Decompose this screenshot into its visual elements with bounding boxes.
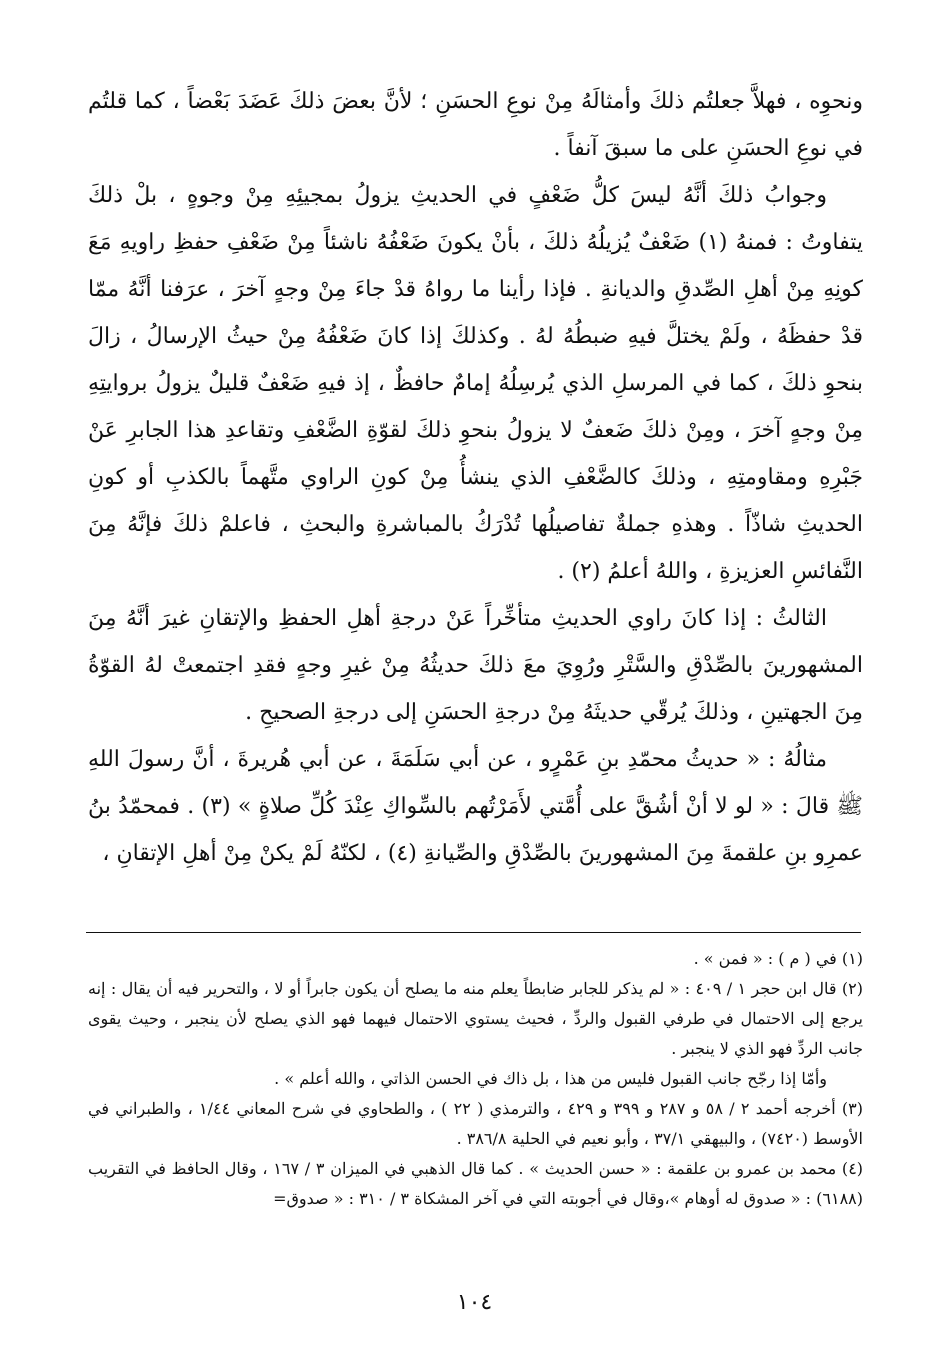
- paragraph-4: مثالُهُ : « حديثُ محمّدِ بنِ عَمْرٍو ، عن أبي سَلَمَةَ ، عن أبي هُريرةَ ، أنَّ رسولَ اللهِ ﷺ قالَ : « لو لا أنْ أشُقَّ على أُمَّتي لأَمَرْتُهم بالسِّواكِ عِنْدَ كُلِّ صلاةٍ » (٣) . فمحمّدُ بنُ عمرِو بنِ علقمةَ مِنَ المشهورينَ بالصِّدْقِ والصِّيانةِ (٤) ، لكنّهُ لَمْ يكنْ مِنْ أهلِ الإتقانِ ،: [88, 747, 864, 866]
- paragraph-2: وجوابُ ذلكَ أنَّهُ ليسَ كلُّ ضَعْفٍ في الحديثِ يزولُ بمجيئِهِ مِنْ وجوهٍ ، بلْ ذلكَ يتفاوتُ : فمنهُ (١) ضَعْفٌ يُزيلُهُ ذلكَ ، بأنْ يكونَ ضَعْفُهُ ناشئاً مِنْ ضَعْفِ حفظِ راويهِ مَعَ كونِهِ مِنْ أهلِ الصِّدقِ والديانةِ . فإذا رأينا ما رواهُ قدْ جاءَ مِنْ وجهٍ آخرَ ، عرَفنا أنَّهُ ممّا قدْ حفظَهُ ، ولَمْ يختلَّ فيهِ ضبطُهُ لهُ . وكذلكَ إذا كانَ ضَعْفُهُ مِنْ حيثُ الإرسالُ ، زالَ بنحوِ ذلكَ ، كما في المرسلِ الذي يُرسِلُهُ إمامٌ حافظٌ ، إذ فيهِ ضَعْفٌ قليلٌ يزولُ بروايتِهِ مِنْ وجهٍ آخرَ ، ومِنْ ذلكَ ضَعفٌ لا يزولُ بنحوِ ذلكَ لقوّةِ الضَّعْفِ وتقاعدِ هذا الجابرِ عَنْ جَبْرِهِ ومقاومتِهِ ، وذلكَ كالضَّعْفِ الذي ينشأُ مِنْ كونِ الراوي متَّهماً بالكذبِ أو كونِ الحديثِ شاذّاً . وهذهِ جملةٌ تفاصيلُها تُدْرَكُ بالمباشرةِ والبحثِ ، فاعلمْ ذلكَ فإنَّهُ مِنَ النَّفائسِ العزيزةِ ، واللهُ أعلمُ (٢) .: [88, 183, 863, 584]
- paragraph-1: ونحوِه ، فهلاَّ جعلتُم ذلكَ وأمثالَهُ مِنْ نوعِ الحسَنِ ؛ لأنَّ بعضَ ذلكَ عَضَدَ بَعْضاً ، كما قلتُم في نوعِ الحسَنِ على ما سبقَ آنفاً .: [88, 89, 863, 161]
- footnote-1: (١) في ( م ) : « فمن » .: [693, 949, 863, 968]
- footnote-4: (٤) محمد بن عمرو بن علقمة : « حسن الحديث » . كما قال الذهبي في الميزان ٣ / ١٦٧ ، وقال الحافظ في التقريب (٦١٨٨) : « صدوق له أوهام »،وقال في أجوبته التي في آخر المشكاة ٣ / ٣١٠ : « صدوق=: [88, 1159, 864, 1208]
- footnote-divider: [86, 932, 861, 933]
- footnote-3: (٣) أخرجه أحمد ٢ / ٥٨ و ٢٨٧ و ٣٩٩ و ٤٢٩ ، والترمذي ( ٢٢ ) ، والطحاوي في شرح المعاني ١/٤٤ ، والطبراني في الأوسط (٧٤٢٠) ، والبيهقي ٣٧/١ ، وأبو نعيم في الحلية ٣٨٦/٨ .: [88, 1099, 864, 1148]
- footnote-2-continued: وأمّا إذا رجّح جانب القبول فليس من هذا ، بل ذاك في الحسن الذاتي ، والله أعلم » .: [274, 1069, 827, 1088]
- page-number: ١٠٤: [456, 1290, 493, 1315]
- main-text: [88, 78, 863, 877]
- page-body: [88, 78, 863, 877]
- paragraph-3: الثالثُ : إذا كانَ راوي الحديثِ متأخِّراً عَنْ درجةِ أهلِ الحفظِ والإتقانِ غيرَ أنَّهُ مِنَ المشهورينَ بالصِّدْقِ والسَّتْرِ ورُوِيَ معَ ذلكَ حديثُهُ مِنْ غيرِ وجهٍ فقدِ اجتمعتْ لهُ القوّةُ مِنَ الجهتينِ ، وذلكَ يُرقّي حديثَهُ مِنْ درجةِ الحسَنِ إلى درجةِ الصحيحِ .: [88, 606, 863, 725]
- footnote-2: (٢) قال ابن حجر ١ / ٤٠٩ : « لم يذكر للجابر ضابطاً يعلم منه ما يصلح أن يكون جابراً أو لا ، والتحرير فيه أن يقال : إنه يرجع إلى الاحتمال في طرفي القبول والردِّ ، فحيث يستوي الاحتمال فيهما فهو الذي يصلح لأن ينجبر ، وحيث يقوى جانب الردِّ فهو الذي لا ينجبر .: [88, 979, 864, 1058]
- footnotes: [88, 944, 863, 1214]
